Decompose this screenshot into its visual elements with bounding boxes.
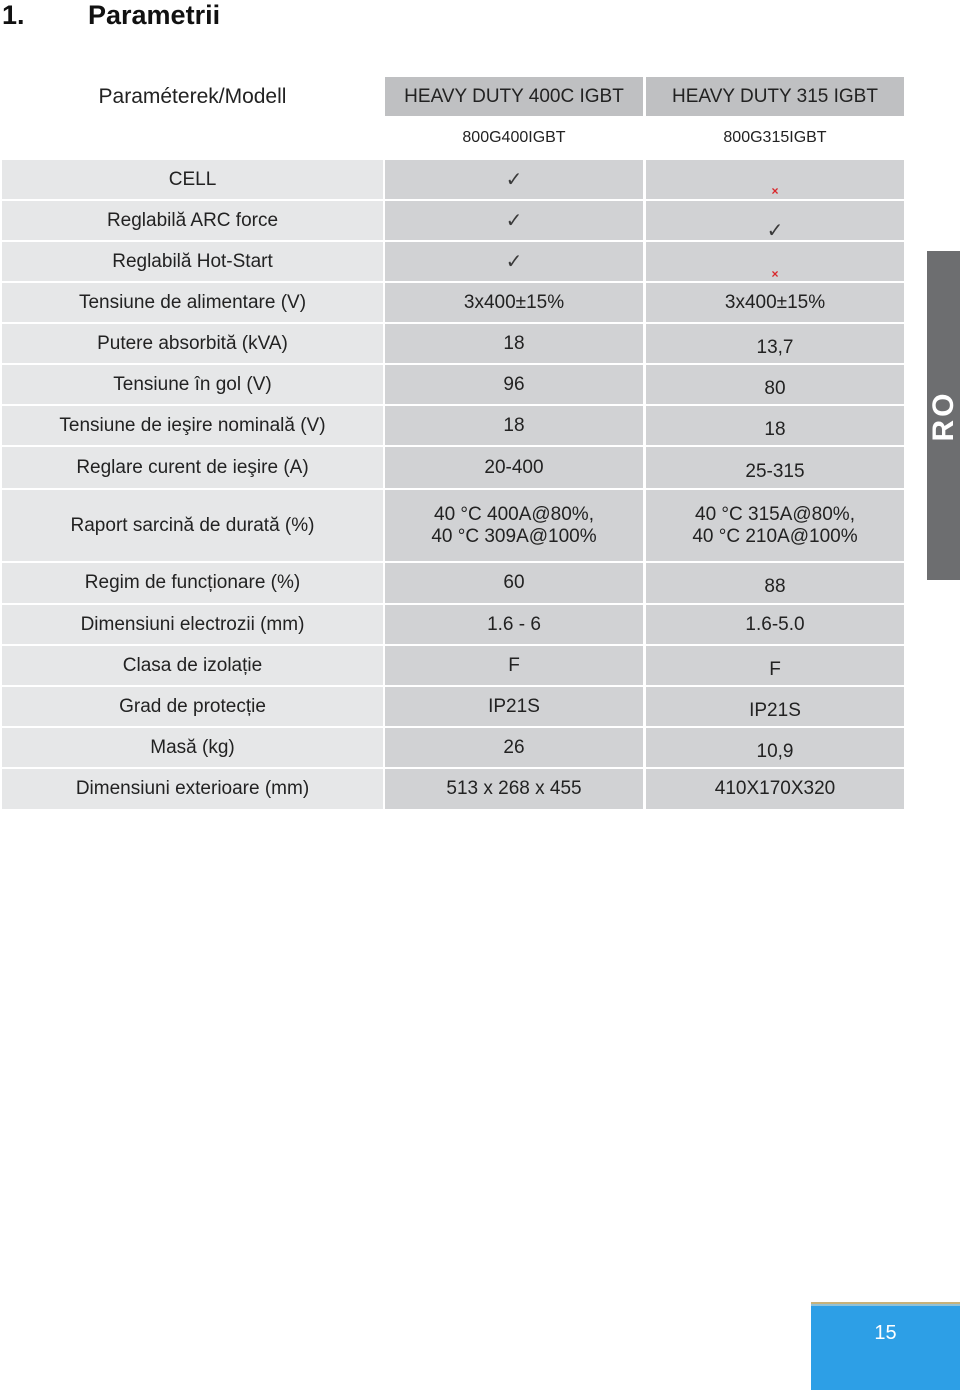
row-value-1: 20-400: [385, 447, 643, 488]
row-value-1: 3x400±15%: [385, 283, 643, 322]
row-value-2: [646, 406, 904, 445]
row-value-2-text: 88: [764, 576, 786, 597]
row-value-1: IP21S: [385, 687, 643, 726]
row-label: Masă (kg): [2, 728, 383, 767]
row-label: Clasa de izolație: [2, 646, 383, 685]
row-value-1: 26: [385, 728, 643, 767]
row-value-2-text: 13,7: [756, 336, 794, 358]
row-label: Reglabilă Hot-Start: [2, 242, 383, 281]
section-number: 1.: [2, 0, 25, 30]
row-label: Reglabilă ARC force: [2, 201, 383, 240]
row-value-2-text: 25-315: [745, 460, 805, 482]
check-icon: ✓: [766, 220, 784, 242]
row-value-2-line-2: 40 °C 210A@100%: [692, 525, 858, 547]
row-label: Tensiune de ieşire nominală (V): [2, 406, 383, 445]
row-label: Grad de protecție: [2, 687, 383, 726]
row-value-1: F: [385, 646, 643, 685]
cross-icon: ×: [771, 183, 779, 198]
row-value-1: [385, 490, 643, 561]
row-value-2-text: 18: [764, 418, 786, 440]
row-value-2-text: 80: [764, 377, 786, 399]
row-value-1: [385, 201, 643, 240]
row-value-2-text: IP21S: [749, 699, 801, 721]
row-value-2: 3x400±15%: [646, 283, 904, 322]
cross-icon: ×: [771, 266, 779, 281]
language-tab-label: RO: [926, 390, 960, 441]
row-value-2: [646, 646, 904, 685]
row-label: CELL: [2, 160, 383, 199]
row-value-1: 60: [385, 563, 643, 603]
header-model-1: HEAVY DUTY 400C IGBT: [385, 77, 643, 116]
row-label: Tensiune de alimentare (V): [2, 283, 383, 322]
page-number: 15: [874, 1322, 897, 1344]
header-code-2: 800G315IGBT: [646, 118, 904, 157]
page-number-box: [811, 1302, 960, 1390]
language-tab: [927, 251, 960, 580]
row-label: Raport sarcină de durată (%): [2, 490, 383, 561]
row-value-2: [646, 242, 904, 281]
row-value-2: [646, 447, 904, 488]
row-value-2: [646, 365, 904, 404]
row-value-1: 513 x 268 x 455: [385, 769, 643, 809]
check-icon: ✓: [505, 251, 523, 273]
check-icon: ✓: [505, 169, 523, 191]
color-stripe: [811, 1304, 960, 1306]
row-value-1: [385, 160, 643, 199]
header-label: Paraméterek/Modell: [2, 77, 383, 116]
row-value-2: [646, 490, 904, 561]
row-label: Dimensiuni electrozii (mm): [2, 605, 383, 644]
row-value-1: 1.6 - 6: [385, 605, 643, 644]
row-value-1-line-1: 40 °C 400A@80%,: [434, 503, 594, 525]
row-value-2-text: 10,9: [756, 740, 794, 762]
row-label: Dimensiuni exterioare (mm): [2, 769, 383, 809]
header-code-1: 800G400IGBT: [385, 118, 643, 157]
row-value-1-line-2: 40 °C 309A@100%: [431, 525, 597, 547]
row-label: Putere absorbită (kVA): [2, 324, 383, 363]
row-value-2: [646, 201, 904, 240]
row-value-2: [646, 563, 904, 603]
header-model-2: HEAVY DUTY 315 IGBT: [646, 77, 904, 116]
row-value-2: [646, 728, 904, 767]
row-value-2: 1.6-5.0: [646, 605, 904, 644]
row-value-2: 410X170X320: [646, 769, 904, 809]
row-value-2-text: F: [769, 658, 781, 680]
row-value-2: [646, 687, 904, 726]
row-value-2: [646, 160, 904, 199]
row-value-2: [646, 324, 904, 363]
section-title: Parametrii: [88, 0, 221, 30]
row-label: Reglare curent de ieşire (A): [2, 447, 383, 488]
check-icon: ✓: [505, 210, 523, 232]
row-label: Tensiune în gol (V): [2, 365, 383, 404]
row-label: Regim de funcționare (%): [2, 563, 383, 603]
row-value-1: [385, 242, 643, 281]
row-value-2-line-1: 40 °C 315A@80%,: [695, 503, 855, 525]
row-value-1: 96: [385, 365, 643, 404]
row-value-1: 18: [385, 324, 643, 363]
row-value-1: 18: [385, 406, 643, 445]
